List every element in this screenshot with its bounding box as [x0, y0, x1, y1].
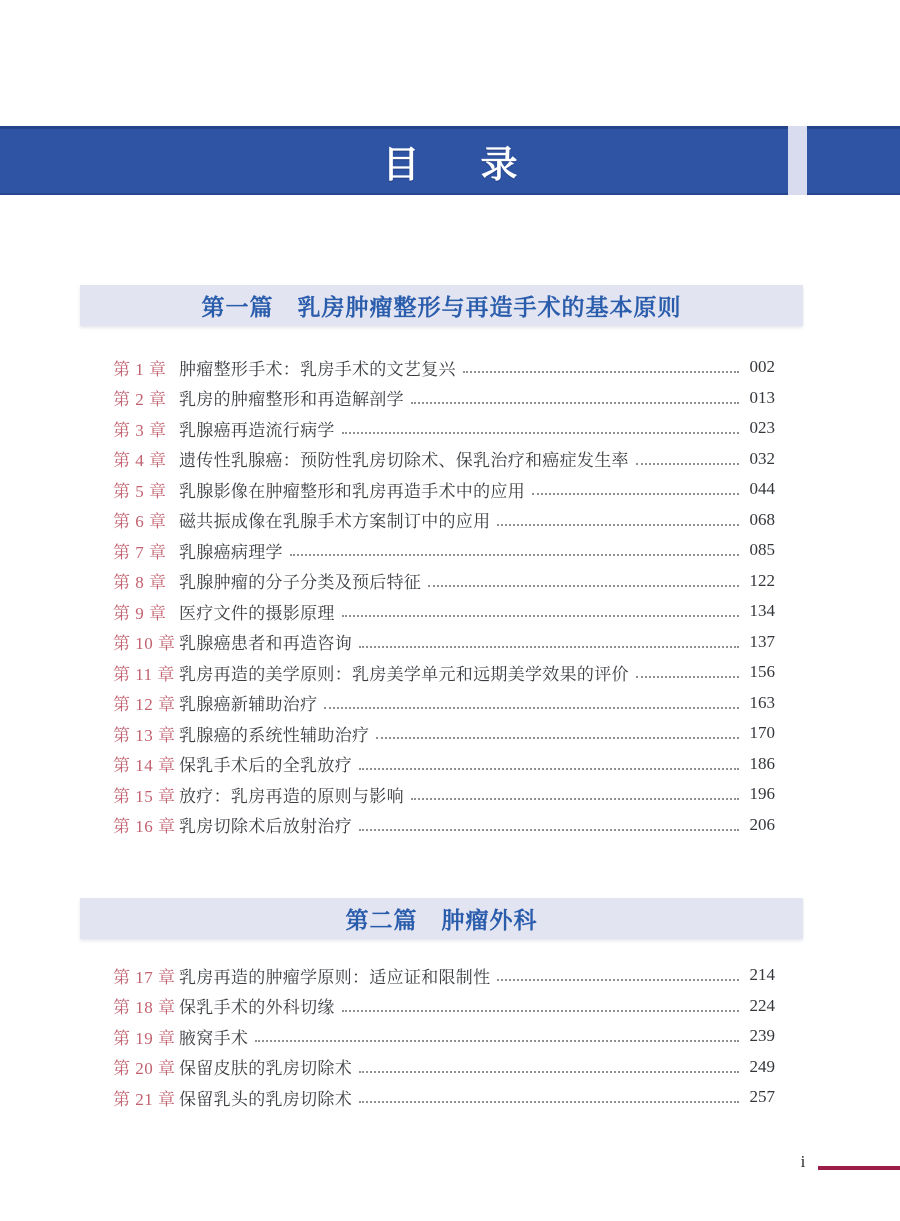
- chapter-label: 第 12 章: [113, 695, 176, 715]
- dot-leader: [497, 524, 739, 526]
- dot-leader: [255, 1040, 739, 1042]
- chapter-page-number: 002: [749, 357, 775, 377]
- toc-entry: [113, 810, 775, 841]
- toc-entry: [113, 352, 775, 383]
- chapter-label: 第 10 章: [113, 634, 176, 654]
- chapter-title: 肿瘤整形手术：乳房手术的文艺复兴: [179, 359, 456, 379]
- chapter-title: 放疗：乳房再造的原则与影响: [179, 786, 404, 806]
- chapter-page-number: 170: [749, 723, 775, 743]
- toc-entry: [113, 960, 775, 991]
- chapter-label: 第 19 章: [113, 1028, 176, 1048]
- chapter-title: 保留皮肤的乳房切除术: [179, 1059, 352, 1079]
- chapter-title: 保乳手术的外科切缘: [179, 998, 335, 1018]
- toc-entry: [113, 657, 775, 688]
- chapter-label: 第 13 章: [113, 725, 176, 745]
- toc-entry: [113, 413, 775, 444]
- chapter-label: 第 20 章: [113, 1059, 176, 1079]
- dot-leader: [497, 979, 739, 981]
- chapter-label: 第 1 章: [113, 359, 167, 379]
- toc-entry: [113, 596, 775, 627]
- chapter-page-number: 122: [749, 570, 775, 590]
- toc-entry: [113, 718, 775, 749]
- chapter-title: 乳房再造的肿瘤学原则：适应证和限制性: [179, 967, 491, 987]
- chapter-label: 第 2 章: [113, 390, 167, 410]
- chapter-page-number: 023: [749, 418, 775, 438]
- toc-entry: [113, 566, 775, 597]
- toc-entry: [113, 505, 775, 536]
- toc-entry: [113, 1052, 775, 1083]
- chapter-page-number: 196: [749, 784, 775, 804]
- toc-entry: [113, 474, 775, 505]
- section-title: 第一篇 乳房肿瘤整形与再造手术的基本原则: [201, 294, 682, 320]
- dot-leader: [342, 432, 739, 434]
- chapter-title: 遗传性乳腺癌：预防性乳房切除术、保乳治疗和癌症发生率: [179, 451, 629, 471]
- toc-entry: [113, 444, 775, 475]
- banner-accent-strip: [788, 126, 807, 195]
- chapter-label: 第 18 章: [113, 998, 176, 1018]
- chapter-label: 第 21 章: [113, 1089, 176, 1109]
- chapter-label: 第 5 章: [113, 481, 167, 501]
- chapter-label: 第 3 章: [113, 420, 167, 440]
- toc-banner: [0, 126, 900, 195]
- chapter-list: [113, 352, 775, 840]
- chapter-page-number: 137: [749, 631, 775, 651]
- dot-leader: [411, 798, 739, 800]
- dot-leader: [342, 615, 739, 617]
- chapter-label: 第 8 章: [113, 573, 167, 593]
- chapter-title: 腋窝手术: [179, 1028, 249, 1048]
- section-title: 第二篇 肿瘤外科: [345, 907, 538, 933]
- chapter-title: 磁共振成像在乳腺手术方案制订中的应用: [179, 512, 491, 532]
- chapter-page-number: 134: [749, 601, 775, 621]
- toc-entry: [113, 779, 775, 810]
- dot-leader: [342, 1010, 739, 1012]
- chapter-page-number: 249: [749, 1056, 775, 1076]
- chapter-label: 第 11 章: [113, 664, 175, 684]
- chapter-page-number: 013: [749, 387, 775, 407]
- chapter-label: 第 17 章: [113, 967, 176, 987]
- toc-entry: [113, 627, 775, 658]
- toc-entry: [113, 991, 775, 1022]
- folio-accent-line: [818, 1166, 900, 1170]
- chapter-title: 乳腺癌病理学: [179, 542, 283, 562]
- toc-entry: [113, 1021, 775, 1052]
- chapter-list: [113, 960, 775, 1113]
- dot-leader: [359, 768, 739, 770]
- toc-entry: [113, 688, 775, 719]
- chapter-label: 第 14 章: [113, 756, 176, 776]
- chapter-title: 乳腺影像在肿瘤整形和乳房再造手术中的应用: [179, 481, 525, 501]
- dot-leader: [359, 829, 739, 831]
- toc-entry: [113, 535, 775, 566]
- dot-leader: [636, 463, 739, 465]
- chapter-page-number: 044: [749, 479, 775, 499]
- dot-leader: [359, 1071, 739, 1073]
- dot-leader: [532, 493, 739, 495]
- dot-leader: [324, 707, 739, 709]
- toc-entry: [113, 383, 775, 414]
- chapter-page-number: 085: [749, 540, 775, 560]
- section-header: [80, 285, 803, 326]
- chapter-title: 乳腺癌新辅助治疗: [179, 695, 318, 715]
- toc-entry: [113, 749, 775, 780]
- dot-leader: [636, 676, 739, 678]
- chapter-title: 乳房再造的美学原则：乳房美学单元和远期美学效果的评价: [179, 664, 629, 684]
- chapter-title: 乳房切除术后放射治疗: [179, 817, 352, 837]
- dot-leader: [411, 402, 739, 404]
- chapter-label: 第 7 章: [113, 542, 167, 562]
- chapter-title: 乳腺癌的系统性辅助治疗: [179, 725, 370, 745]
- chapter-title: 乳腺癌患者和再造咨询: [179, 634, 352, 654]
- chapter-title: 保留乳头的乳房切除术: [179, 1089, 352, 1109]
- toc-entry: [113, 1082, 775, 1113]
- chapter-title: 乳腺癌再造流行病学: [179, 420, 335, 440]
- dot-leader: [359, 646, 739, 648]
- chapter-title: 乳房的肿瘤整形和再造解剖学: [179, 390, 404, 410]
- chapter-label: 第 9 章: [113, 603, 167, 623]
- chapter-page-number: 214: [749, 965, 775, 985]
- chapter-page-number: 224: [749, 995, 775, 1015]
- dot-leader: [428, 585, 739, 587]
- chapter-page-number: 206: [749, 814, 775, 834]
- chapter-title: 乳腺肿瘤的分子分类及预后特征: [179, 573, 422, 593]
- dot-leader: [376, 737, 739, 739]
- chapter-label: 第 15 章: [113, 786, 176, 806]
- chapter-title: 医疗文件的摄影原理: [179, 603, 335, 623]
- chapter-label: 第 16 章: [113, 817, 176, 837]
- chapter-page-number: 257: [749, 1087, 775, 1107]
- section-header: [80, 898, 803, 939]
- chapter-page-number: 186: [749, 753, 775, 773]
- folio-page-number: i: [800, 1152, 806, 1171]
- chapter-page-number: 156: [749, 662, 775, 682]
- dot-leader: [290, 554, 739, 556]
- chapter-page-number: 239: [749, 1026, 775, 1046]
- chapter-title: 保乳手术后的全乳放疗: [179, 756, 352, 776]
- chapter-page-number: 032: [749, 448, 775, 468]
- toc-title: 目 录: [382, 144, 530, 186]
- dot-leader: [359, 1101, 739, 1103]
- chapter-page-number: 163: [749, 692, 775, 712]
- chapter-label: 第 6 章: [113, 512, 167, 532]
- chapter-label: 第 4 章: [113, 451, 167, 471]
- chapter-page-number: 068: [749, 509, 775, 529]
- dot-leader: [463, 371, 739, 373]
